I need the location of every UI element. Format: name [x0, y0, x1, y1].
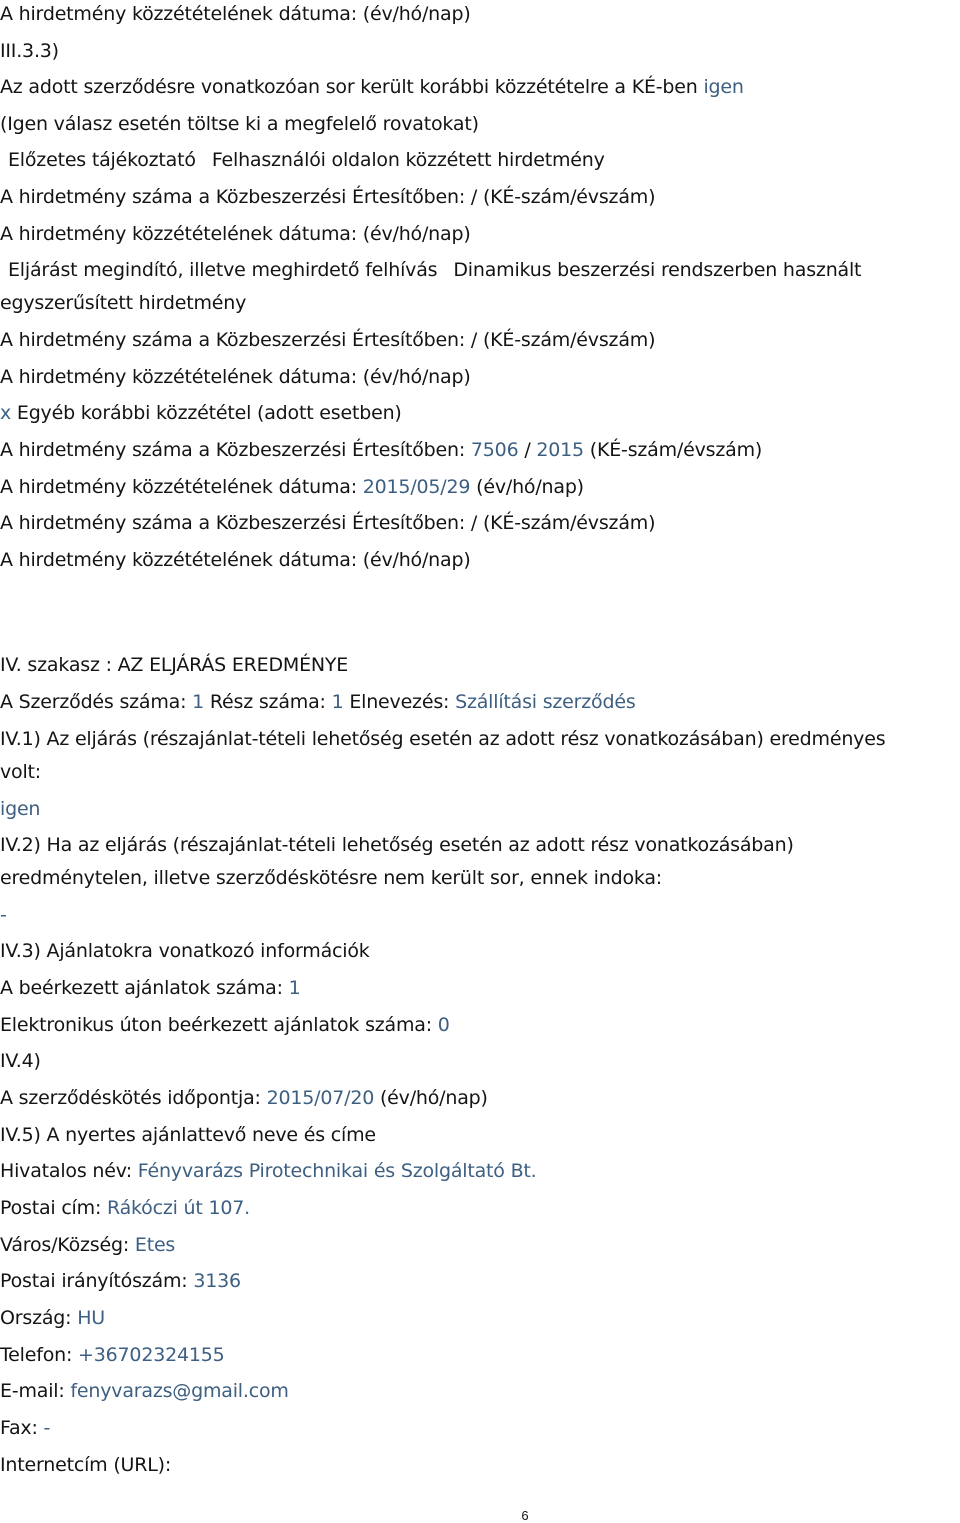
- phone-line: Telefon: +36702324155: [0, 1344, 225, 1366]
- notice-number-line-3: A hirdetmény száma a Közbeszerzési Értesítőben: 7506 / 2015 (KÉ-szám/évszám): [0, 439, 763, 461]
- notice-number-line-2: A hirdetmény száma a Közbeszerzési Értesítőben: / (KÉ-szám/évszám): [0, 329, 656, 351]
- other-publication-mark: x: [0, 402, 12, 424]
- iv1-value: igen: [0, 798, 41, 820]
- notice-number-line-4: A hirdetmény száma a Közbeszerzési Értesítőben: / (KÉ-szám/évszám): [0, 512, 656, 534]
- other-publication-label: Egyéb korábbi közzététel (adott esetben): [16, 402, 402, 424]
- notice-number-line-1: A hirdetmény száma a Közbeszerzési Értesítőben: / (KÉ-szám/évszám): [0, 186, 656, 208]
- iv4-heading: IV.4): [0, 1050, 41, 1072]
- electronic-offers-line: Elektronikus úton beérkezett ajánlatok száma: 0: [0, 1014, 450, 1036]
- country-value: HU: [77, 1307, 105, 1329]
- signing-date-value: 2015/07/20: [266, 1087, 375, 1109]
- contract-number: 1: [192, 691, 205, 713]
- contract-line: A Szerződés száma: 1 Rész száma: 1 Elnevezés: Szállítási szerződés: [0, 691, 636, 713]
- part-number: 1: [331, 691, 344, 713]
- other-publication-line: [0, 400, 960, 426]
- other-notice-number: 7506: [470, 439, 519, 461]
- country-line: Ország: HU: [0, 1307, 105, 1329]
- iv5-heading: IV.5) A nyertes ajánlattevő neve és címe: [0, 1124, 376, 1146]
- postal-address-value: Rákóczi út 107.: [107, 1197, 250, 1219]
- section-iv-heading: IV. szakasz : AZ ELJÁRÁS EREDMÉNYE: [0, 654, 349, 676]
- call-label: Eljárást megindító, illetve meghirdető felhívás: [8, 259, 438, 281]
- call-type-continued: egyszerűsített hirdetmény: [0, 292, 247, 314]
- iv1-question-line-2: volt:: [0, 761, 41, 783]
- offers-line: A beérkezett ajánlatok száma: 1: [0, 977, 301, 999]
- pub-date-line-4: A hirdetmény közzétételének dátuma: 2015/05/29 (év/hó/nap): [0, 476, 584, 498]
- city-value: Etes: [134, 1234, 176, 1256]
- prior-info-line: [0, 147, 960, 173]
- pub-date-line-1: A hirdetmény közzétételének dátuma: (év/hó/nap): [0, 3, 471, 25]
- call-line: [0, 257, 960, 283]
- url-line: Internetcím (URL):: [0, 1454, 172, 1476]
- prior-publication-question: Az adott szerződésre vonatkozóan sor került korábbi közzétételre a KÉ-ben igen: [0, 76, 744, 98]
- city-line: Város/Község: Etes: [0, 1234, 176, 1256]
- prior-info-type: Felhasználói oldalon közzétett hirdetmény: [211, 149, 605, 171]
- zip-line: Postai irányítószám: 3136: [0, 1270, 241, 1292]
- fax-line: Fax: -: [0, 1417, 51, 1439]
- other-pub-date: 2015/05/29: [362, 476, 471, 498]
- call-type: Dinamikus beszerzési rendszerben használt: [453, 259, 862, 281]
- zip-value: 3136: [193, 1270, 241, 1292]
- official-name-value: Fényvarázs Pirotechnikai és Szolgáltató Bt.: [137, 1160, 537, 1182]
- postal-address-line: Postai cím: Rákóczi út 107.: [0, 1197, 250, 1219]
- page-number: 6: [521, 1508, 529, 1523]
- prior-publication-value: igen: [703, 76, 744, 98]
- prior-info-label: Előzetes tájékoztató: [8, 149, 196, 171]
- electronic-offers-value: 0: [437, 1014, 450, 1036]
- pub-date-line-3: A hirdetmény közzétételének dátuma: (év/hó/nap): [0, 366, 471, 388]
- iv2-question-line-2: eredménytelen, illetve szerződéskötésre nem került sor, ennek indoka:: [0, 867, 662, 889]
- iv1-question-line-1: IV.1) Az eljárás (részajánlat-tételi lehetőség esetén az adott rész vonatkozásában) eredményes: [0, 728, 886, 750]
- iv2-value: -: [0, 904, 7, 926]
- offers-value: 1: [288, 977, 301, 999]
- email-line: E-mail: fenyvarazs@gmail.com: [0, 1380, 289, 1402]
- section-label-iii-3-3: III.3.3): [0, 40, 59, 62]
- pub-date-line-5: A hirdetmény közzétételének dátuma: (év/hó/nap): [0, 549, 471, 571]
- phone-value: +36702324155: [78, 1344, 225, 1366]
- fax-value: -: [43, 1417, 51, 1439]
- iv2-question-line-1: IV.2) Ha az eljárás (részajánlat-tételi lehetőség esetén az adott rész vonatkozásában): [0, 834, 794, 856]
- signing-date-line: A szerződéskötés időpontja: 2015/07/20 (év/hó/nap): [0, 1087, 488, 1109]
- official-name-line: Hivatalos név: Fényvarázs Pirotechnikai és Szolgáltató Bt.: [0, 1160, 537, 1182]
- instruction-text: (Igen válasz esetén töltse ki a megfelelő rovatokat): [0, 113, 479, 135]
- email-value: fenyvarazs@gmail.com: [70, 1380, 289, 1402]
- contract-name: Szállítási szerződés: [455, 691, 636, 713]
- pub-date-line-2: A hirdetmény közzétételének dátuma: (év/hó/nap): [0, 223, 471, 245]
- iv3-heading: IV.3) Ajánlatokra vonatkozó információk: [0, 940, 370, 962]
- other-notice-year: 2015: [536, 439, 584, 461]
